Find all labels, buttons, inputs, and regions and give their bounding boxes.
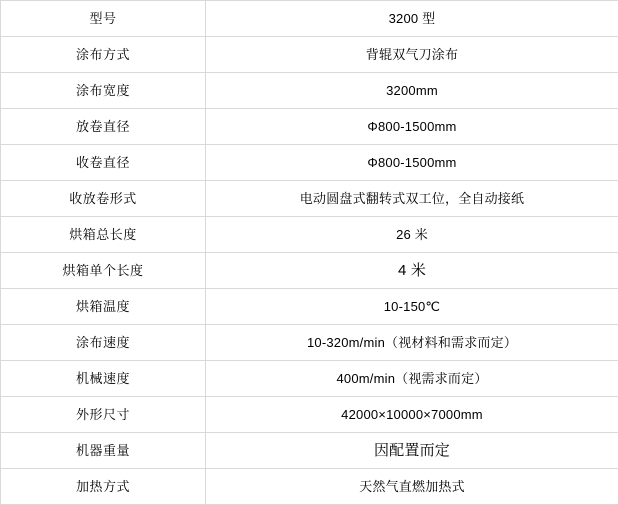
table-cell-label: 涂布速度 (1, 325, 206, 361)
table-cell-label: 烘箱温度 (1, 289, 206, 325)
table-row (1, 73, 618, 109)
table-cell-label: 外形尺寸 (1, 397, 206, 433)
specification-table-body (1, 1, 618, 505)
table-cell-value: 26 米 (206, 217, 618, 253)
table-cell-value: 400m/min（视需求而定） (206, 361, 618, 397)
table-cell-value: 3200mm (206, 73, 618, 109)
table-cell-label: 收放卷形式 (1, 181, 206, 217)
table-row (1, 433, 618, 469)
table-row (1, 217, 618, 253)
table-cell-value: 背辊双气刀涂布 (206, 37, 618, 73)
table-cell-label: 型号 (1, 1, 206, 37)
table-cell-value: 因配置而定 (206, 433, 618, 469)
table-cell-value: Φ800-1500mm (206, 145, 618, 181)
table-cell-value: 4 米 (206, 253, 618, 289)
table-cell-value: 10-320m/min（视材料和需求而定） (206, 325, 618, 361)
table-cell-value: 3200 型 (206, 1, 618, 37)
table-row (1, 289, 618, 325)
table-cell-value: 天然气直燃加热式 (206, 469, 618, 505)
table-cell-label: 机器重量 (1, 433, 206, 469)
table-row (1, 1, 618, 37)
table-row (1, 469, 618, 505)
table-cell-value: 42000×10000×7000mm (206, 397, 618, 433)
table-cell-value: Φ800-1500mm (206, 109, 618, 145)
table-cell-label: 加热方式 (1, 469, 206, 505)
table-cell-label: 收卷直径 (1, 145, 206, 181)
table-cell-label: 涂布方式 (1, 37, 206, 73)
table-row (1, 145, 618, 181)
table-cell-value: 10-150℃ (206, 289, 618, 325)
table-cell-label: 机械速度 (1, 361, 206, 397)
table-cell-label: 烘箱单个长度 (1, 253, 206, 289)
table-cell-value: 电动圆盘式翻转式双工位，全自动接纸 (206, 181, 618, 217)
table-cell-label: 烘箱总长度 (1, 217, 206, 253)
table-cell-label: 涂布宽度 (1, 73, 206, 109)
table-row (1, 109, 618, 145)
table-row (1, 181, 618, 217)
table-row (1, 361, 618, 397)
table-row (1, 325, 618, 361)
table-cell-label: 放卷直径 (1, 109, 206, 145)
table-row (1, 397, 618, 433)
table-row (1, 253, 618, 289)
table-row (1, 37, 618, 73)
